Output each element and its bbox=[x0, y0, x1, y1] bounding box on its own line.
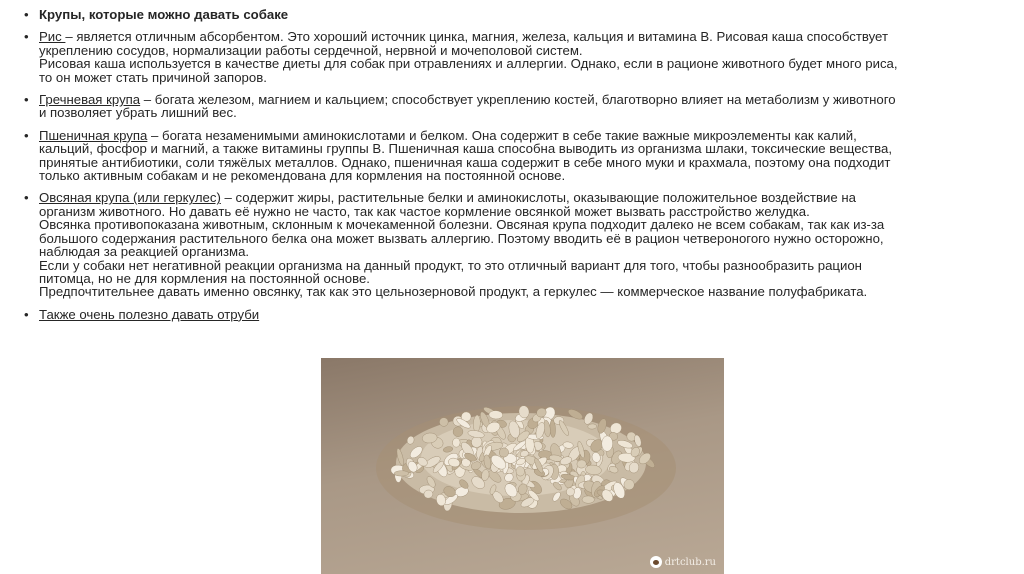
text-content bbox=[22, 8, 902, 330]
paragraph bbox=[39, 93, 902, 120]
watermark-text: drtclub.ru bbox=[664, 556, 716, 568]
oat-flakes-photo bbox=[321, 358, 724, 574]
item-name: Овсяная крупа (или геркулес) bbox=[39, 190, 221, 206]
bullet: • bbox=[24, 7, 29, 22]
bullet: • bbox=[24, 127, 29, 143]
paragraph: Овсянка противопоказана животным, склонным к мочекаменной болезни. Овсяная крупа подходит далеко не всем собакам, так как из-за большого содержания растительного белка она может вызвать аллергию. Поэтому вводить её в рацион четвероногого нужно осторожно, наблюдая за реакцией организма. bbox=[39, 217, 885, 260]
paragraph: Предпочтительнее давать именно овсянку, так как это цельнозерновой продукт, а геркулес — коммерческое название полуфабриката. bbox=[39, 284, 868, 300]
item-name: Рис bbox=[39, 29, 66, 45]
bullet: • bbox=[24, 306, 29, 322]
bullet: • bbox=[24, 29, 29, 45]
item-text: – является отличным абсорбентом. Это хороший источник цинка, магния, железа, кальция и витамина В. Рисовая каша способствует укреплению сосудов, нормализации работы сердечной, нервной и мочеполовой систем. bbox=[39, 29, 888, 58]
oat-flakes-illustration bbox=[321, 358, 724, 574]
paragraph bbox=[39, 129, 902, 183]
list-item-rice bbox=[22, 30, 902, 84]
paragraph: Рисовая каша используется в качестве диеты для собак при отравлениях и аллергии. Однако, если в рационе животного будет много риса, то он может стать причиной запоров. bbox=[39, 56, 898, 85]
item-name: Пшеничная крупа bbox=[39, 127, 148, 143]
heading: Крупы, которые можно давать собаке bbox=[39, 7, 289, 22]
item-text: – содержит жиры, растительные белки и аминокислоты, оказывающие положительное воздействие на организм животного. Но давать её нужно не часто, так как частое кормление овсянкой может вызвать расстройство желудка. bbox=[39, 190, 856, 219]
dog-logo-icon bbox=[650, 556, 662, 568]
watermark bbox=[650, 556, 716, 568]
item-name: Также очень полезно давать отруби bbox=[39, 306, 260, 322]
paragraph bbox=[39, 191, 902, 218]
bullet: • bbox=[24, 190, 29, 206]
list-item-bran bbox=[22, 308, 902, 321]
heading-item bbox=[22, 8, 902, 21]
paragraph: Если у собаки нет негативной реакции организма на данный продукт, то это отличный вариант для того, чтобы разнообразить рацион питомца, но не для кормления на постоянной основе. bbox=[39, 257, 862, 286]
bullet: • bbox=[24, 92, 29, 108]
paragraph bbox=[39, 30, 902, 57]
item-name: Гречневая крупа bbox=[39, 92, 141, 108]
list-item-buckwheat bbox=[22, 93, 902, 120]
item-text: – богата незаменимыми аминокислотами и белком. Она содержит в себе такие важные микроэлементы как калий, кальций, фосфор и магний, а также витамины группы В. Пшеничная каша способна выводить из организма шлаки, токсические вещества, принятые антибиотики, соли тяжёлых металлов. Однако, пшеничная каша содержит в себе много муки и крахмала, поэтому она подходит только активным собакам и не рекомендована для кормления на постоянной основе. bbox=[39, 127, 893, 184]
list-item-oats bbox=[22, 191, 902, 298]
list-item-wheat bbox=[22, 129, 902, 183]
paragraph bbox=[39, 308, 902, 321]
item-text: – богата железом, магнием и кальцием; способствует укреплению костей, благотворно влияет на метаболизм у животного и позволяет убрать лишний вес. bbox=[39, 92, 896, 121]
